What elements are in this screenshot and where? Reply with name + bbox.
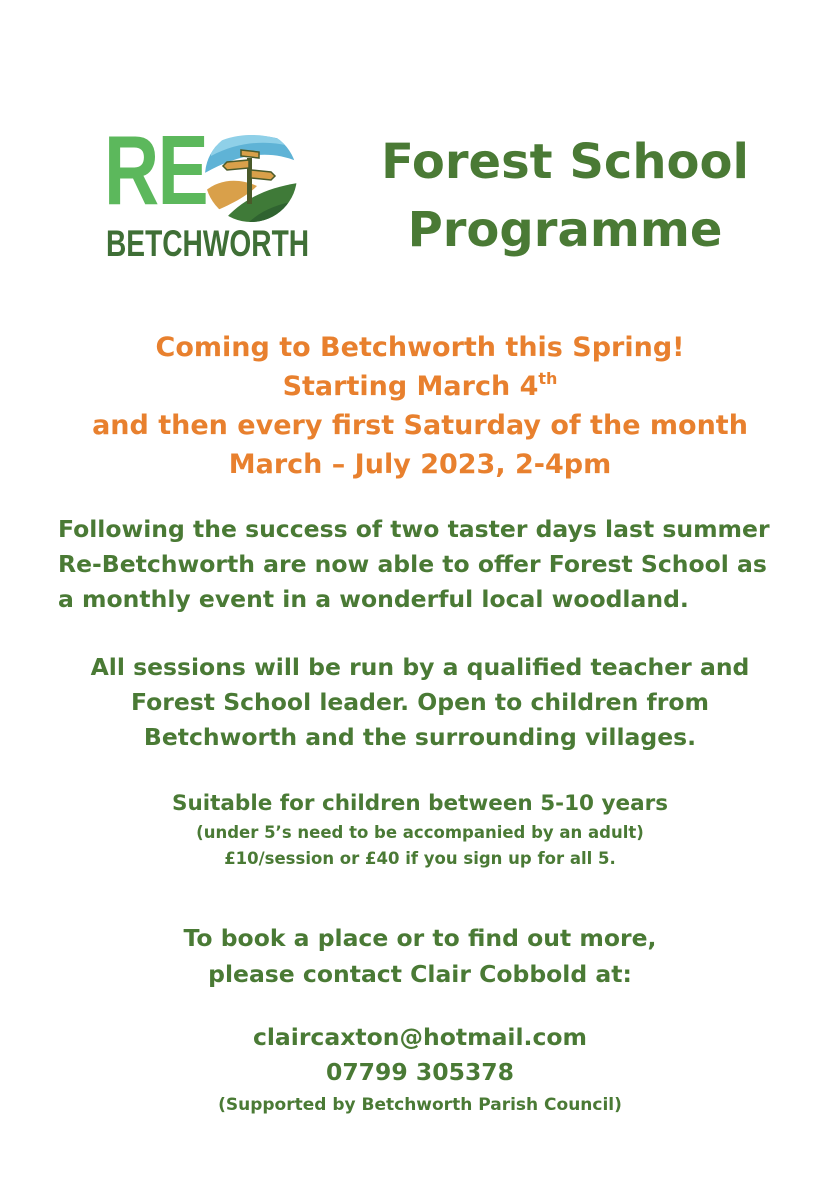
- contact-details: [0, 1020, 840, 1120]
- announcement: [0, 328, 840, 484]
- title-line-1: Forest School: [381, 134, 749, 190]
- support-note: (Supported by Betchworth Parish Council): [218, 1095, 622, 1115]
- age-range: Suitable for children between 5-10 years: [171, 791, 668, 816]
- announcement-line-1: Coming to Betchworth this Spring!: [155, 332, 685, 363]
- intro-line-3: a monthly event in a wonderful local woodland.: [58, 585, 689, 613]
- re-betchworth-logo: [104, 115, 310, 270]
- date-suffix: th: [538, 369, 558, 388]
- sessions-paragraph: [0, 650, 840, 755]
- announcement-line-4: March – July 2023, 2-4pm: [228, 449, 612, 480]
- sessions-line-3: Betchworth and the surrounding villages.: [143, 723, 697, 751]
- announcement-line-3: and then every first Saturday of the month: [92, 410, 748, 441]
- intro-paragraph: [58, 512, 798, 617]
- start-date: Starting March 4: [282, 371, 539, 402]
- title-line-2: Programme: [407, 202, 723, 258]
- sessions-line-1: All sessions will be run by a qualified teacher and: [90, 653, 750, 681]
- announcement-line-2: [0, 367, 840, 406]
- booking-paragraph: [0, 920, 840, 992]
- contact-phone[interactable]: 07799 305378: [325, 1058, 515, 1086]
- page-title: [360, 128, 770, 264]
- intro-line-2: Re-Betchworth are now able to offer Forest School as: [58, 550, 767, 578]
- intro-line-1: Following the success of two taster days last summer: [58, 515, 770, 543]
- sessions-line-2: Forest School leader. Open to children from: [131, 688, 709, 716]
- logo-re-text: RE: [104, 115, 208, 225]
- suitability-paragraph: [0, 788, 840, 872]
- price-info: £10/session or £40 if you sign up for all 5.: [224, 849, 616, 868]
- booking-line-2: please contact Clair Cobbold at:: [208, 960, 632, 988]
- under-5-note: (under 5’s need to be accompanied by an adult): [196, 823, 644, 842]
- signpost-globe-icon: [201, 128, 301, 224]
- booking-line-1: To book a place or to find out more,: [183, 924, 657, 952]
- contact-email[interactable]: claircaxton@hotmail.com: [252, 1023, 588, 1051]
- logo-betchworth-text: BETCHWORTH: [106, 223, 310, 264]
